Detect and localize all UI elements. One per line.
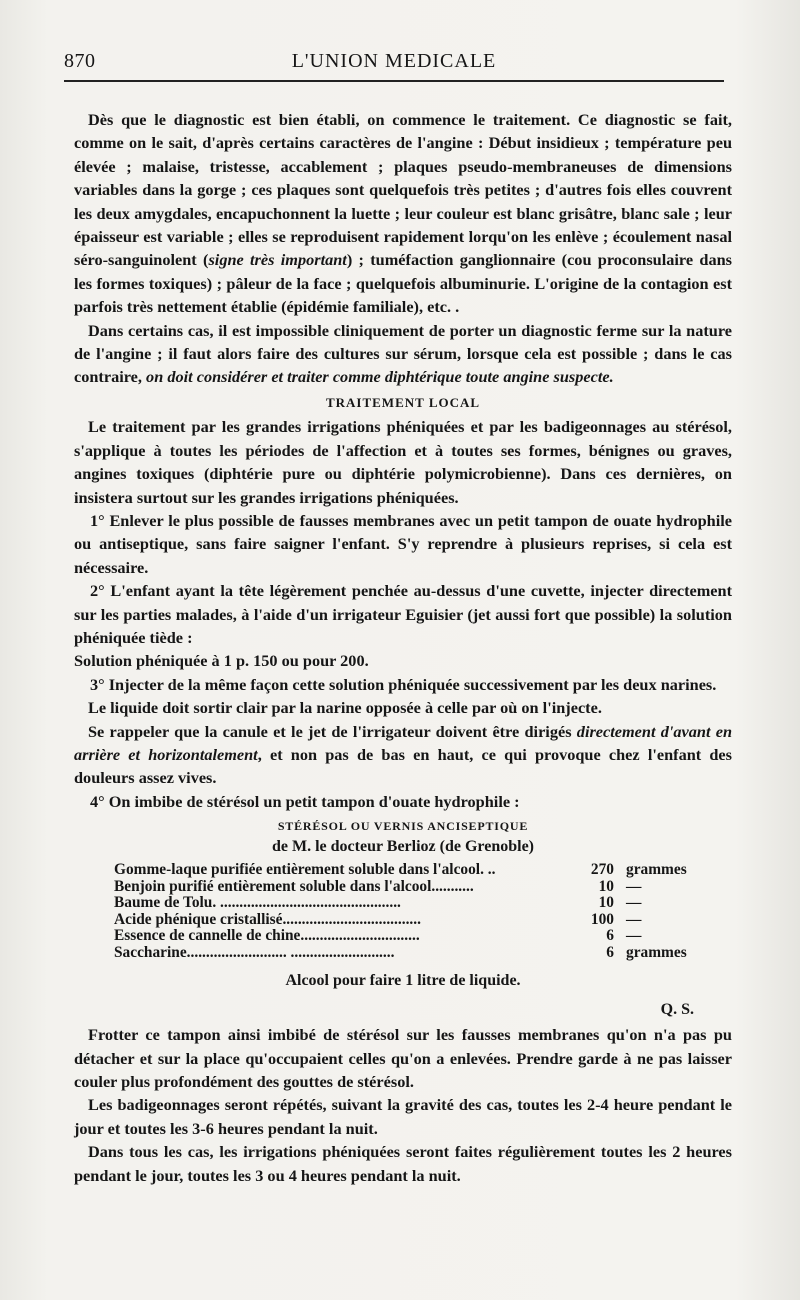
ingredient-name: Benjoin purifié entièrement soluble dans l'alcool...........: [114, 877, 474, 895]
article-body: [74, 108, 732, 1187]
ingredient-unit: —: [626, 910, 642, 928]
paragraph-uncertain-cases: [74, 319, 732, 389]
recipe-title: STÉRÉSOL OU VERNIS ANCISEPTIQUE: [277, 819, 529, 834]
table-row: [114, 912, 704, 929]
ingredient-name: Acide phénique cristallisé....................................: [114, 910, 421, 928]
table-row: [114, 928, 704, 945]
page-number: 870: [64, 50, 96, 72]
ingredient-unit: —: [626, 877, 642, 895]
ingredient-quantity: 6: [606, 943, 614, 961]
table-row: [114, 895, 704, 912]
recipe-table: [114, 862, 704, 961]
ingredient-name: Essence de cannelle de chine...............................: [114, 927, 420, 945]
paragraph-text: , et non pas de bas en haut, ce qui provoque chez l'enfant des douleurs assez vives.: [74, 744, 732, 788]
ingredient-quantity: 10: [598, 877, 614, 895]
paragraph-text: Se rappeler que la canule et le jet de l'irrigateur doivent être dirigés: [88, 721, 577, 741]
page-header: [64, 50, 724, 82]
ingredient-quantity: 270: [590, 861, 614, 879]
paragraph-diagnostic: [74, 108, 732, 319]
paragraph-text: Dès que le diagnostic est bien établi, on commence le traitement. Ce diagnostic se fait, comme on le sait, d'après certains caractères de l'angine : Début insidieux ; température peu élevée ; malaise, tristesse, accablement ; plaques pseudo-membraneuses de dimensions variables dans la gorge ; ces plaques sont quelquefois très petites ; d'autres fois elles couvrent les deux amygdales, encapuchonnent la luette ; leur couleur est blanc grisâtre, blanc sale ; leur épaisseur est variable ; elles se reproduisent rapidement lorqu'on les enlève ; écoulement nasal séro-sanguinolent (: [74, 110, 732, 270]
section-heading: TRAITEMENT LOCAL: [325, 394, 481, 410]
quantum-satis: Q. S.: [660, 1001, 694, 1019]
paragraph-step-3: 3° Injecter de la même façon cette solution phéniquée successivement par les deux narines.: [90, 674, 717, 694]
paragraph-liquid: Le liquide doit sortir clair par la narine opposée à celle par où on l'injecte.: [88, 698, 602, 718]
recipe-footer: Alcool pour faire 1 litre de liquide.: [285, 972, 521, 990]
ingredient-unit: —: [626, 927, 642, 945]
ingredient-name: Baume de Tolu. ...............................................: [114, 894, 401, 912]
paragraph-step-4: 4° On imbibe de stérésol un petit tampon d'ouate hydrophile :: [90, 791, 520, 811]
emphasis-text: directement d'avant en arrière et horizontalement: [74, 721, 733, 764]
paragraph-direction: [74, 720, 732, 790]
ingredient-quantity: 10: [598, 894, 614, 912]
ingredient-unit: —: [626, 894, 642, 912]
recipe-author: de M. le docteur Berlioz (de Grenoble): [271, 838, 534, 856]
running-title: L'UNION MEDICALE: [291, 50, 497, 72]
paragraph-step-1: 1° Enlever le plus possible de fausses membranes avec un petit tampon de ouate hydrophile ou antiseptique, sans faire saigner l'enfant. S'y reprendre à plusieurs reprises, si cela est nécessaire.: [74, 510, 732, 577]
paragraph-irrigation-schedule: Dans tous les cas, les irrigations phéniquées seront faites régulièrement toutes les 2 heures pendant le jour, toutes les 3 ou 4 heures pendant la nuit.: [74, 1142, 732, 1185]
paragraph-treatment: Le traitement par les grandes irrigations phéniquées et par les badigeonnages au stérésol, s'applique à toutes les périodes de l'affection et à toutes ses formes, bénignes ou graves, angines toxiques (diphtérie pure ou diphtérie polymicrobienne). Dans ces dernières, on insistera surtout sur les grandes irrigations phéniquées.: [74, 417, 732, 507]
ingredient-unit: grammes: [626, 861, 687, 879]
paragraph-frequency: Les badigeonnages seront répétés, suivant la gravité des cas, toutes les 2-4 heure pendant le jour et toutes les 3-6 heures pendant la nuit.: [74, 1095, 732, 1138]
paragraph-text: ) ; tuméfaction ganglionnaire (cou proconsulaire dans les formes toxiques) ; pâleur de la face ; quelquefois albuminurie. L'origine de la contagion est parfois très nettement établie (épidémie familiale), etc. .: [74, 250, 732, 317]
table-row: [114, 862, 704, 879]
table-row: [114, 945, 704, 962]
ingredient-name: Gomme-laque purifiée entièrement soluble dans l'alcool. ..: [114, 861, 496, 879]
ingredient-quantity: 100: [590, 910, 614, 928]
ingredient-unit: grammes: [626, 943, 687, 961]
ingredient-name: Saccharine.......................... ...........................: [114, 943, 395, 961]
paragraph-step-2: 2° L'enfant ayant la tête légèrement penchée au-dessus d'une cuvette, injecter directement sur les parties malades, à l'aide d'un irrigateur Eguisier (jet aussi fort que possible) la solution phéniquée tiède :: [74, 581, 732, 647]
emphasis-text: signe très important: [208, 250, 347, 270]
formula-line: Solution phéniquée à 1 p. 150 ou pour 200.: [74, 651, 369, 671]
ingredient-quantity: 6: [606, 927, 614, 945]
paragraph-application: Frotter ce tampon ainsi imbibé de stérésol sur les fausses membranes qu'on n'a pas pu détacher et sur la place qu'occupaient celles qu'on a enlevées. Prendre garde à ne pas laisser couler plus profondément des gouttes de stérésol.: [74, 1025, 732, 1091]
emphasis-text: on doit considérer et traiter comme diphtérique toute angine suspecte.: [146, 367, 614, 387]
table-row: [114, 879, 704, 896]
paragraph-text: Dans certains cas, il est impossible cliniquement de porter un diagnostic ferme sur la nature de l'angine ; il faut alors faire des cultures sur sérum, lorsque cela est possible ; dans le cas contraire,: [74, 320, 732, 387]
